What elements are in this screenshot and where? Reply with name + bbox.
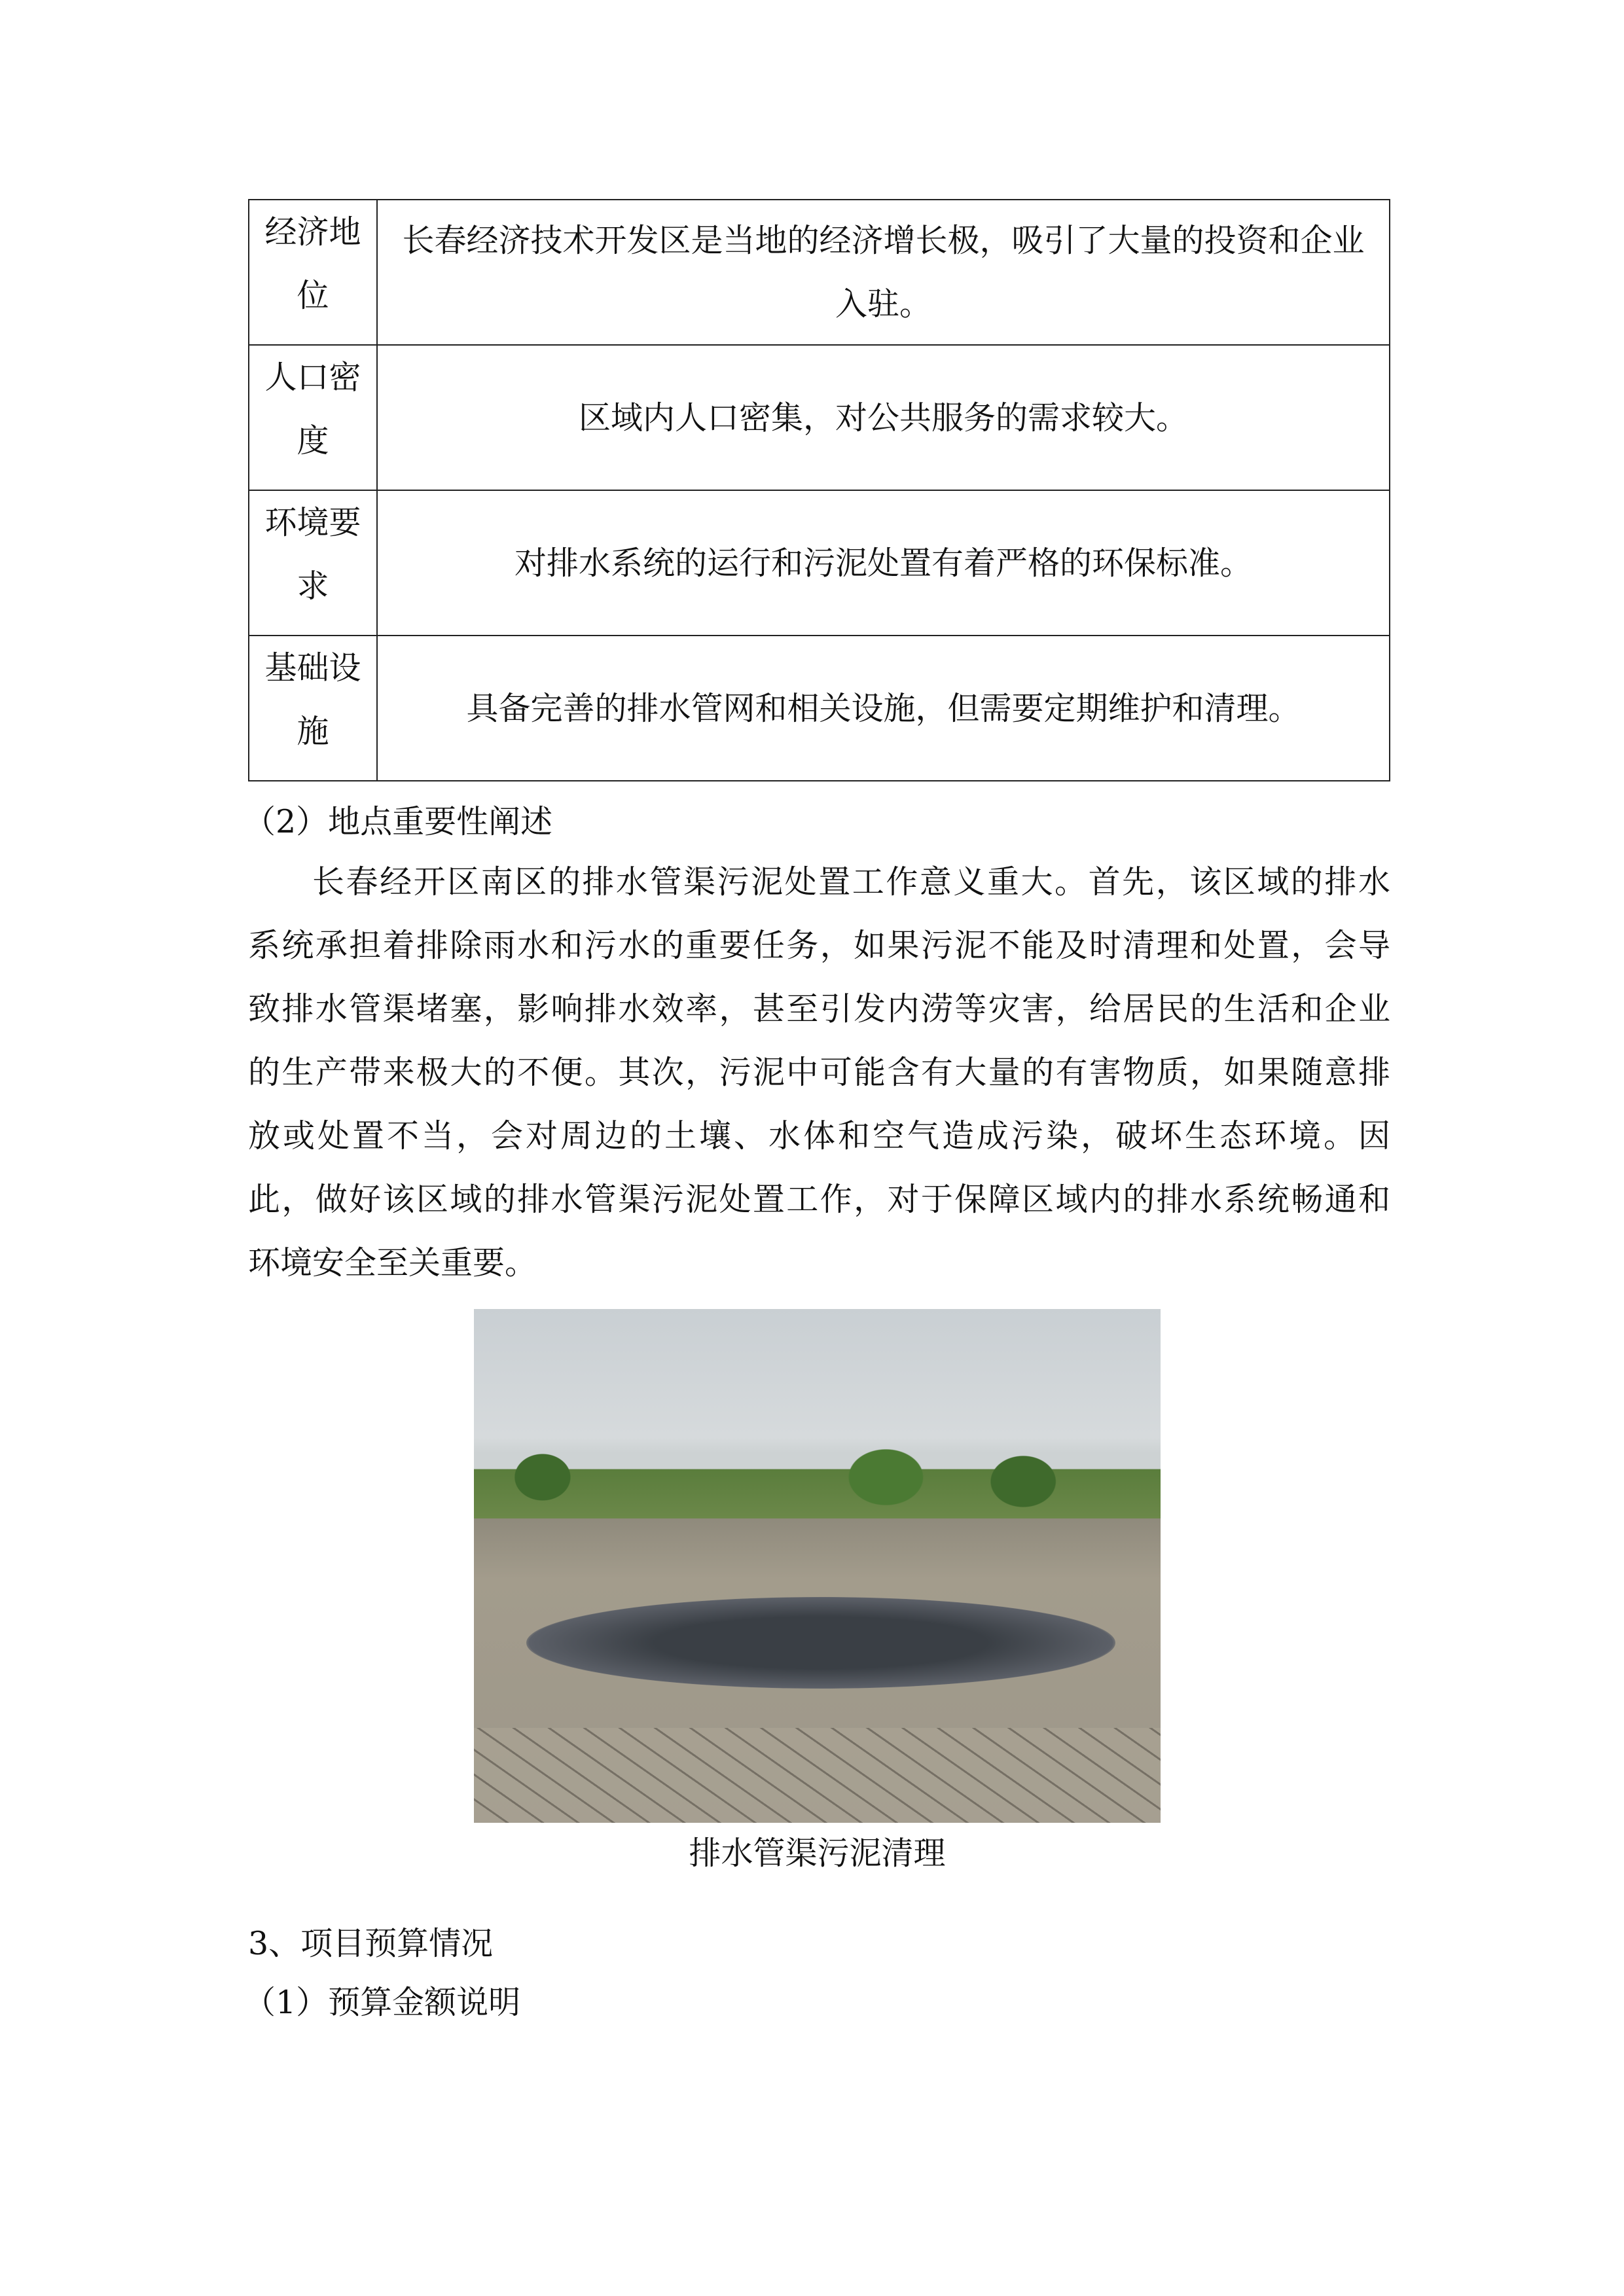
paragraph-line: 环境安全至关重要。 [248,1244,537,1282]
table-row [249,200,1390,345]
table-row [249,636,1390,781]
row-value: 区域内人口密集，对公共服务的需求较大。 [377,345,1390,490]
row-key: 人口密度 [249,345,377,490]
table-row [249,490,1390,636]
row-key: 基础设施 [249,636,377,781]
subsection-heading: （1）预算金额说明 [244,1984,521,2021]
paragraph-line: 此，做好该区域的排水管渠污泥处置工作，对于保障区域内的排水系统畅通和 [248,1181,1390,1218]
figure-caption: 排水管渠污泥清理 [689,1835,946,1872]
sludge-cleaning-photo [474,1309,1161,1823]
paragraph-line: 长春经开区南区的排水管渠污泥处置工作意义重大。首先，该区域的排水 [312,863,1390,901]
row-value: 对排水系统的运行和污泥处置有着严格的环保标准。 [377,490,1390,636]
row-key: 环境要求 [249,490,377,636]
table-row [249,345,1390,490]
row-key: 经济地位 [249,200,377,345]
photo-trees [474,1443,1161,1528]
section-heading: 3、项目预算情况 [248,1925,494,1962]
paragraph-line: 系统承担着排除雨水和污水的重要任务，如果污泥不能及时清理和处置，会导 [248,927,1390,964]
section-heading: （2）地点重要性阐述 [244,803,553,840]
row-value: 长春经济技术开发区是当地的经济增长极，吸引了大量的投资和企业入驻。 [377,200,1390,345]
photo-cracked-mud [474,1728,1161,1823]
paragraph-line: 的生产带来极大的不便。其次，污泥中可能含有大量的有害物质，如果随意排 [248,1054,1390,1091]
paragraph-line: 致排水管渠堵塞，影响排水效率，甚至引发内涝等灾害，给居民的生活和企业 [248,990,1390,1028]
info-table [248,199,1390,781]
paragraph-line: 放或处置不当，会对周边的土壤、水体和空气造成污染，破坏生态环境。因 [248,1117,1390,1155]
row-value: 具备完善的排水管网和相关设施，但需要定期维护和清理。 [377,636,1390,781]
photo-water [526,1597,1115,1689]
